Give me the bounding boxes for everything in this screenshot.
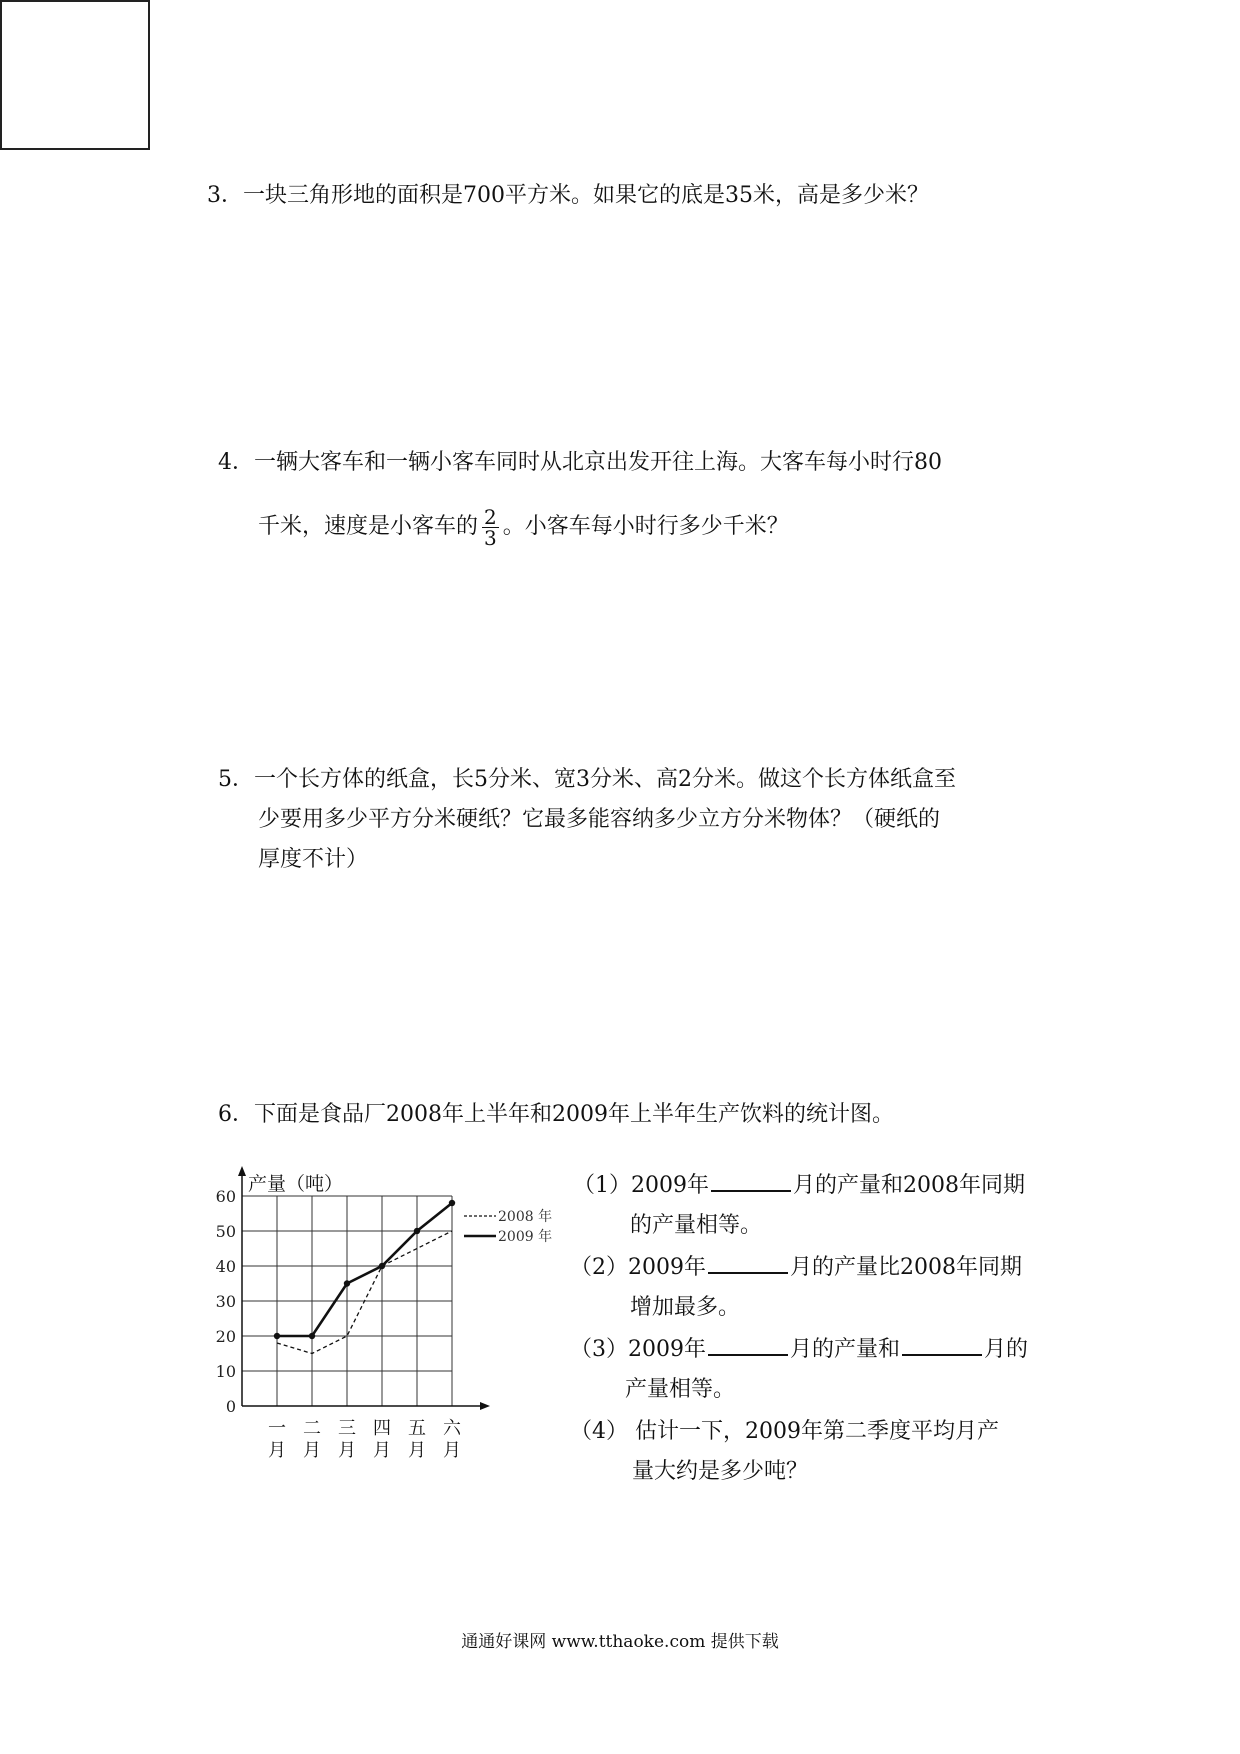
y-axis-arrow: [238, 1166, 246, 1176]
x-tick-label: 二: [303, 1418, 321, 1439]
x-tick-label-unit: 月: [443, 1440, 461, 1461]
x-tick-label-unit: 月: [338, 1440, 356, 1461]
y-tick-label: 20: [215, 1327, 236, 1346]
sub-question-4-text: （4） 估计一下，2009年第二季度平均月产: [570, 1419, 999, 1444]
production-line-chart: [200, 1160, 580, 1480]
series-line-2: [277, 1203, 452, 1336]
data-point: [379, 1263, 385, 1269]
sub-question-4-cont: [632, 1452, 808, 1492]
sub-question-2-cont: [630, 1288, 740, 1328]
sub-question-1-cont: [630, 1206, 762, 1246]
sub-question-3-continued: 产量相等。: [625, 1377, 736, 1402]
sub-question-1-start: （1）2009年: [573, 1173, 709, 1198]
x-tick-label-unit: 月: [373, 1440, 391, 1461]
answer-blank[interactable]: [902, 1332, 982, 1356]
data-point: [309, 1333, 315, 1339]
question-4: [218, 431, 942, 559]
sub-question-2-continued: 增加最多。: [630, 1295, 741, 1320]
question-4-line-1: 4．一辆大客车和一辆小客车同时从北京出发开往上海。大客车每小时行80: [218, 450, 942, 475]
y-tick-label: 40: [215, 1257, 236, 1276]
sub-question-3: [570, 1330, 1028, 1370]
question-3: [207, 176, 929, 216]
sub-question-3-end: 月的: [984, 1337, 1029, 1362]
footer-download-note: 通通好课网 www.tthaoke.com 提供下载: [461, 1632, 779, 1652]
corner-box: [0, 0, 150, 150]
sub-question-2: [570, 1248, 1022, 1288]
question-4-line-2-end: 。小客车每小时行多少千米？: [502, 514, 789, 539]
data-point: [274, 1333, 280, 1339]
y-tick-label: 50: [215, 1222, 236, 1241]
x-tick-label: 五: [408, 1418, 426, 1439]
x-tick-label-unit: 月: [268, 1440, 286, 1461]
data-point: [414, 1228, 420, 1234]
sub-question-4-continued: 量大约是多少吨？: [632, 1459, 809, 1484]
question-5-line-2: 少要用多少平方分米硬纸？它最多能容纳多少立方分米物体？（硬纸的: [258, 807, 941, 832]
y-tick-label: 30: [215, 1292, 236, 1311]
x-tick-label: 六: [443, 1418, 461, 1439]
x-tick-label: 三: [338, 1418, 356, 1439]
sub-question-1-continued: 的产量相等。: [630, 1213, 763, 1238]
y-tick-label: 60: [215, 1187, 236, 1206]
legend-label: 2008 年: [498, 1209, 553, 1225]
sub-question-2-start: （2）2009年: [570, 1255, 706, 1280]
y-tick-label: 10: [215, 1362, 236, 1381]
x-tick-label: 一: [268, 1418, 286, 1439]
fraction-denominator: 3: [484, 525, 497, 550]
data-point: [449, 1200, 455, 1206]
sub-question-3-middle: 月的产量和: [790, 1337, 901, 1362]
sub-question-4: [570, 1412, 999, 1452]
x-tick-label-unit: 月: [408, 1440, 426, 1461]
question-4-line-2-start: 千米，速度是小客车的: [258, 514, 479, 539]
fraction: [482, 504, 499, 550]
question-4-line-2: [218, 495, 942, 559]
question-6: [218, 1095, 894, 1135]
fraction-numerator: 2: [484, 504, 497, 529]
answer-blank[interactable]: [708, 1332, 788, 1356]
question-6-intro: 6．下面是食品厂2008年上半年和2009年上半年生产饮料的统计图。: [218, 1102, 894, 1127]
question-3-text: 3．一块三角形地的面积是700平方米。如果它的底是35米，高是多少米？: [207, 183, 929, 208]
sub-question-3-cont: [625, 1370, 735, 1410]
x-tick-label-unit: 月: [303, 1440, 321, 1461]
question-5-line-1: 5．一个长方体的纸盒，长5分米、宽3分米、高2分米。做这个长方体纸盒至: [218, 767, 956, 792]
question-5-line-3: 厚度不计）: [258, 847, 369, 872]
sub-question-1-end: 月的产量和2008年同期: [793, 1173, 1025, 1198]
sub-question-2-end: 月的产量比2008年同期: [790, 1255, 1022, 1280]
question-5: [218, 760, 956, 880]
answer-blank[interactable]: [711, 1168, 791, 1192]
y-axis-label: 产量（吨）: [248, 1173, 344, 1195]
answer-blank[interactable]: [708, 1250, 788, 1274]
x-tick-label: 四: [373, 1418, 391, 1439]
legend-label: 2009 年: [498, 1229, 553, 1245]
y-tick-label: 0: [225, 1397, 236, 1416]
sub-question-3-start: （3）2009年: [570, 1337, 706, 1362]
data-point: [344, 1280, 350, 1286]
sub-question-1: [573, 1166, 1025, 1206]
x-axis-arrow: [480, 1402, 490, 1410]
